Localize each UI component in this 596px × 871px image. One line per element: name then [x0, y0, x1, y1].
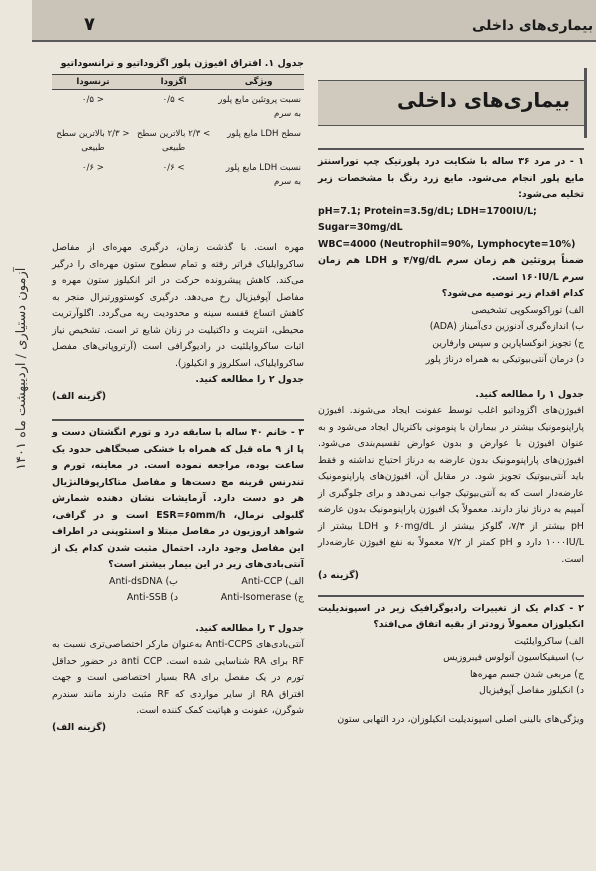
- table-cell: < ۰/۶: [81, 163, 104, 173]
- reference: جدول ۱ را مطالعه کنید.: [475, 388, 584, 400]
- paragraph: ویژگی‌های بالینی اصلی اسپوندیلیت انکیلوزان، درد التهابی ستون: [337, 713, 584, 725]
- question-text: ۲ - کدام یک از تغییرات رادیوگرافیک زیر در اسپوندیلیت انکیلوزان معمولاً زودتر از بقیه اتفاق می‌افتد؟: [318, 602, 584, 630]
- table-1-grid: [52, 75, 304, 192]
- chapter-title: بیماری‌های داخلی: [396, 88, 570, 112]
- table-cell: نسبت LDH مایع پلور به سرم: [225, 163, 301, 187]
- table-1: [52, 58, 304, 238]
- chapter-title-box: [318, 68, 587, 138]
- question-1: [318, 148, 584, 369]
- table-row: [52, 124, 304, 158]
- table-cell: < ۲/۳ بالاترین سطح طبیعی: [56, 129, 130, 153]
- option: الف) ساکروایلئیت: [514, 635, 584, 647]
- page-number: ۷: [84, 14, 95, 35]
- right-column: [318, 148, 584, 728]
- option: ب) Anti-dsDNA: [109, 575, 178, 587]
- page-header: [32, 0, 596, 42]
- table-cell: سطح LDH مایع پلور: [227, 129, 301, 139]
- paragraph: آنتی‌بادی‌های Anti-CCPS به‌عنوان مارکر اختصاصی‌تری نسبت به RF برای RA شناسایی شده است. anti CCP در حضور حداقل تورم در یک مفصل برای RA بسیار اختصاصی است و جهت افتراق RA از سایر مواردی که RF مثبت دارند مانند سندرم شوگرن، عفونت و هپاتیت کمک کننده است.: [52, 639, 305, 716]
- answer: (گزینه د): [318, 570, 359, 581]
- option: الف) Anti-CCP: [241, 575, 304, 587]
- question-3: [52, 419, 304, 607]
- reference: جدول ۳ را مطالعه کنید.: [195, 622, 304, 634]
- option: ج) Anti-Isomerase: [220, 592, 304, 603]
- table-cell: > ۰/۵: [162, 95, 185, 105]
- question-text: ۱ - در مرد ۳۶ ساله با شکایت درد پلورتیک چپ توراسنتز مایع پلور انجام می‌شود. مایع زرد رنگ با مشخصات زیر تخلیه می‌شود:: [318, 156, 584, 200]
- option: د) درمان آنتی‌بیوتیکی به همراه درناژ پلور: [425, 354, 584, 365]
- question-2: [318, 595, 584, 700]
- option: د) Anti-SSB: [126, 592, 178, 603]
- table-row: [52, 158, 304, 192]
- question-options: [52, 574, 304, 607]
- option: ب) اسیفیکاسیون آنولوس فیبروزیس: [443, 652, 584, 663]
- lab-values: Sugar=30mg/dL: [318, 222, 403, 233]
- option: د) انکیلوز مفاصل آپوفیزیال: [479, 685, 584, 696]
- lab-values: WBC=4000 (Neutrophil=90%, Lymphocyte=10%): [318, 238, 576, 250]
- table-1-title: جدول ۱. افتراق افیوژن پلور اگزوداتیو و ترانسوداتیو: [52, 58, 304, 75]
- table-header: ترنسودا: [52, 75, 134, 90]
- table-cell: نسبت پروتئین مایع پلور به سرم: [218, 95, 301, 119]
- option: ج) تجویز انوکساپارین و سپس وارفارین: [432, 337, 584, 349]
- table-cell: > ۰/۶: [162, 163, 185, 173]
- lab-values: pH=7.1; Protein=3.5g/dL; LDH=1700IU/L;: [318, 205, 537, 217]
- question-text: ۳ - خانم ۴۰ ساله با سابقه درد و تورم انگشتان دست و پا از ۹ ماه قبل که همراه با خشکی صبحگاهی حدود یک ساعت بوده، مراجعه نموده است. در معاینه، تورم و تندرنس قرینه مچ دست‌ها و مفاصل متاکارپوفالنژیال هر دو دست دارد. آزمایشات نشان دهنده شمارش گلبولی نرمال، ESR=۶۵mm/h است و در گرافی، شواهد اروزیون در مفاصل مبتلا و استئوپنی در اطراف این مفاصل وجود دارد. احتمال مثبت شدن کدام یک از آنتی‌بادی‌های زیر در این بیمار بیشتر است؟: [52, 427, 305, 570]
- option: ج) مربعی شدن جسم مهره‌ها: [469, 668, 584, 680]
- reference: جدول ۲ را مطالعه کنید.: [195, 374, 304, 385]
- table-row: [52, 90, 304, 125]
- paragraph: افیوژن‌های اگزوداتیو اغلب توسط عفونت ایجاد می‌شوند. افیوژن پاراپنومونیک بیشتر در بیماران با پنومونی باکتریال ایجاد می‌شود و به عنوان افیوژن با عوارض و بدون عوارض تقسیم‌بندی می‌شود. افیوژن‌های پاراپنومونیک بدون عارضه به درناژ احتیاج نداشته و فقط باید آنتی‌بیوتیک تجویز شود. در مقابل آن، افیوژن‌های پاراپنومونیک عارضه‌دار است که به آنتی‌بیوتیک جواب نمی‌دهد و برای جلوگیری از آمپیم به درناژ نیاز دارند. معمولاً یک افیوژن پاراپنومونیک بدون عارضه pH بیشتر از ۷/۳، گلوکز بیشتر از ۶۰mg/dL و LDH بیشتر از ۱۰۰۰IU/L دارد و pH کمتر از ۷/۲ معمولاً به نفع افیوژن عارضه‌دار است.: [318, 405, 584, 565]
- paragraph: مهره است. با گذشت زمان، درگیری مهره‌ای از مفاصل ساکروایلیاک فراتر رفته و تمام سطوح ستون مهره‌ای را درگیر می‌کند. کاهش پیشرونده حرکت در اثر انکیلوز ستون مهره و مفاصل آپوفیزیال رخ می‌دهد. درگیری کوستوورتبرال منجر به کاهش اتساع قفسه سینه و محدودیت ریه می‌گردد. اگلوآرتریت محیطی، انتریت و داکتیلیت در زنان شایع تر است. تشخیص نیاز اثبات ساکروایلئیت در رادیوگرافی است (آرتروپاتی‌های مفصل ساکروایلیاک، اسکلروز و انکیلوز).: [52, 242, 304, 369]
- table-header: اگزودا: [134, 75, 213, 90]
- table-cell: < ۰/۵: [81, 95, 104, 105]
- answer: (گزینه الف): [52, 721, 107, 733]
- question-text: ضمناً پروتئین هم زمان سرم ۴/۷g/dL و LDH هم زمان سرم ۱۶۰IU/L است.: [318, 255, 584, 283]
- question-text: کدام اقدام زیر توصیه می‌شود؟: [441, 288, 584, 299]
- table-cell: > ۲/۳ بالاترین سطح طبیعی: [136, 129, 211, 153]
- left-column: [52, 240, 304, 736]
- option: الف) توراکوسکوپی تشخیصی: [471, 304, 584, 316]
- table-header: ویژگی: [213, 75, 304, 90]
- side-note: آزمون دستیاری / اردیبهشت ماه ۱۴۰۱: [14, 267, 29, 470]
- table-header-row: [52, 75, 304, 90]
- option: ب) اندازه‌گیری آدنوزین دی‌آمیناز (ADA): [429, 321, 584, 332]
- answer: (گزینه الف): [52, 390, 107, 402]
- header-title: بیماری‌های داخلی: [472, 18, 594, 34]
